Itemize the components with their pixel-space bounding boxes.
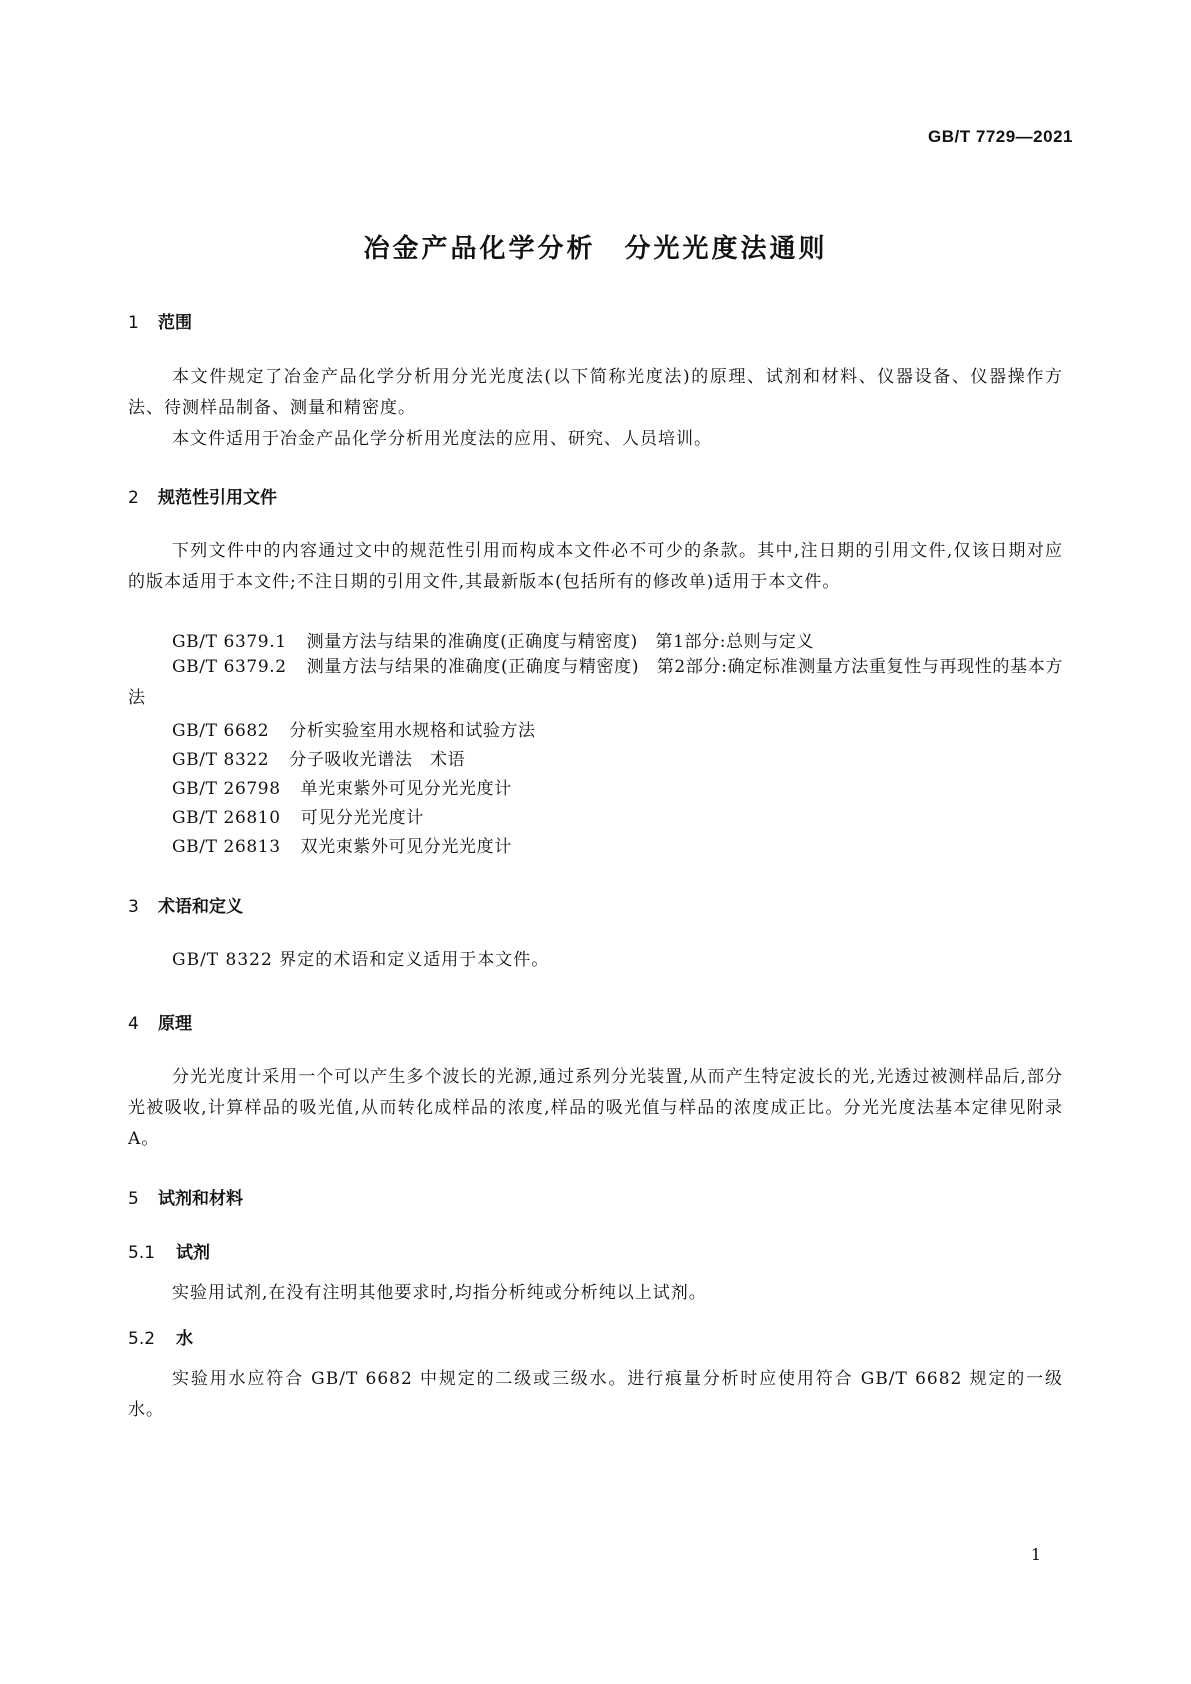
section-1-heading bbox=[128, 308, 192, 333]
reference-code: GB/T 6379.1 bbox=[172, 632, 287, 652]
reference-title: 分子吸收光谱法 术语 bbox=[289, 750, 466, 770]
section-5-1-heading bbox=[128, 1238, 210, 1263]
reference-title: 可见分光光度计 bbox=[300, 808, 424, 828]
reference-title: 双光束紫外可见分光光度计 bbox=[300, 837, 512, 857]
section-title: 规范性引用文件 bbox=[158, 488, 277, 508]
section-number: 4 bbox=[128, 1014, 139, 1034]
reference-item bbox=[172, 832, 512, 857]
section-2-intro: 下列文件中的内容通过文中的规范性引用而构成本文件必不可少的条款。其中,注日期的引用文件,仅该日期对应的版本适用于本文件;不注日期的引用文件,其最新版本(包括所有的修改单)适用于本文件。 bbox=[128, 541, 1063, 592]
reference-code: GB/T 8322 bbox=[172, 750, 270, 770]
section-5-1-paragraph: 实验用试剂,在没有注明其他要求时,均指分析纯或分析纯以上试剂。 bbox=[172, 1283, 707, 1303]
section-title: 试剂 bbox=[176, 1243, 210, 1263]
section-1-paragraph-1: 本文件规定了冶金产品化学分析用分光光度法(以下简称光度法)的原理、试剂和材料、仪器设备、仪器操作方法、待测样品制备、测量和精密度。 bbox=[128, 367, 1063, 418]
reference-title: 测量方法与结果的准确度(正确度与精密度) 第1部分:总则与定义 bbox=[306, 632, 815, 652]
standard-number: GB/T 7729—2021 bbox=[928, 127, 1073, 146]
reference-item bbox=[128, 652, 1063, 714]
section-title: 水 bbox=[176, 1329, 193, 1349]
reference-item bbox=[172, 803, 424, 828]
section-2-heading bbox=[128, 483, 277, 508]
reference-code: GB/T 6682 bbox=[172, 721, 270, 741]
section-title: 原理 bbox=[158, 1014, 192, 1034]
reference-title: 测量方法与结果的准确度(正确度与精密度) 第2部分:确定标准测量方法重复性与再现性的基本方法 bbox=[128, 657, 1063, 708]
reference-code: GB/T 26810 bbox=[172, 808, 281, 828]
reference-item bbox=[172, 627, 814, 652]
section-number: 5.2 bbox=[128, 1329, 156, 1349]
reference-code: GB/T 26798 bbox=[172, 779, 281, 799]
reference-item bbox=[172, 745, 465, 770]
document-title: 冶金产品化学分析 分光光度法通则 bbox=[363, 234, 828, 264]
section-title: 术语和定义 bbox=[158, 897, 243, 917]
reference-code: GB/T 6379.2 bbox=[172, 657, 287, 677]
section-number: 1 bbox=[128, 313, 139, 333]
section-4-paragraph: 分光光度计采用一个可以产生多个波长的光源,通过系列分光装置,从而产生特定波长的光,光透过被测样品后,部分光被吸收,计算样品的吸光值,从而转化成样品的浓度,样品的吸光值与样品的浓度成正比。分光光度法基本定律见附录 A。 bbox=[128, 1067, 1063, 1149]
reference-code: GB/T 26813 bbox=[172, 837, 281, 857]
page-number: 1 bbox=[1030, 1545, 1041, 1564]
section-number: 3 bbox=[128, 897, 139, 917]
section-1-paragraph-2: 本文件适用于冶金产品化学分析用光度法的应用、研究、人员培训。 bbox=[172, 429, 712, 449]
section-5-2-heading bbox=[128, 1324, 193, 1349]
reference-title: 单光束紫外可见分光光度计 bbox=[300, 779, 512, 799]
section-title: 试剂和材料 bbox=[158, 1189, 243, 1209]
section-5-heading bbox=[128, 1184, 243, 1209]
section-5-2-paragraph: 实验用水应符合 GB/T 6682 中规定的二级或三级水。进行痕量分析时应使用符合 GB/T 6682 规定的一级水。 bbox=[128, 1369, 1063, 1420]
section-3-paragraph: GB/T 8322 界定的术语和定义适用于本文件。 bbox=[172, 950, 550, 970]
section-number: 2 bbox=[128, 488, 139, 508]
section-4-heading bbox=[128, 1009, 192, 1034]
section-number: 5.1 bbox=[128, 1243, 156, 1263]
reference-item bbox=[172, 716, 536, 741]
reference-item bbox=[172, 774, 512, 799]
reference-title: 分析实验室用水规格和试验方法 bbox=[289, 721, 536, 741]
section-3-heading bbox=[128, 892, 243, 917]
section-title: 范围 bbox=[158, 313, 192, 333]
section-number: 5 bbox=[128, 1189, 139, 1209]
